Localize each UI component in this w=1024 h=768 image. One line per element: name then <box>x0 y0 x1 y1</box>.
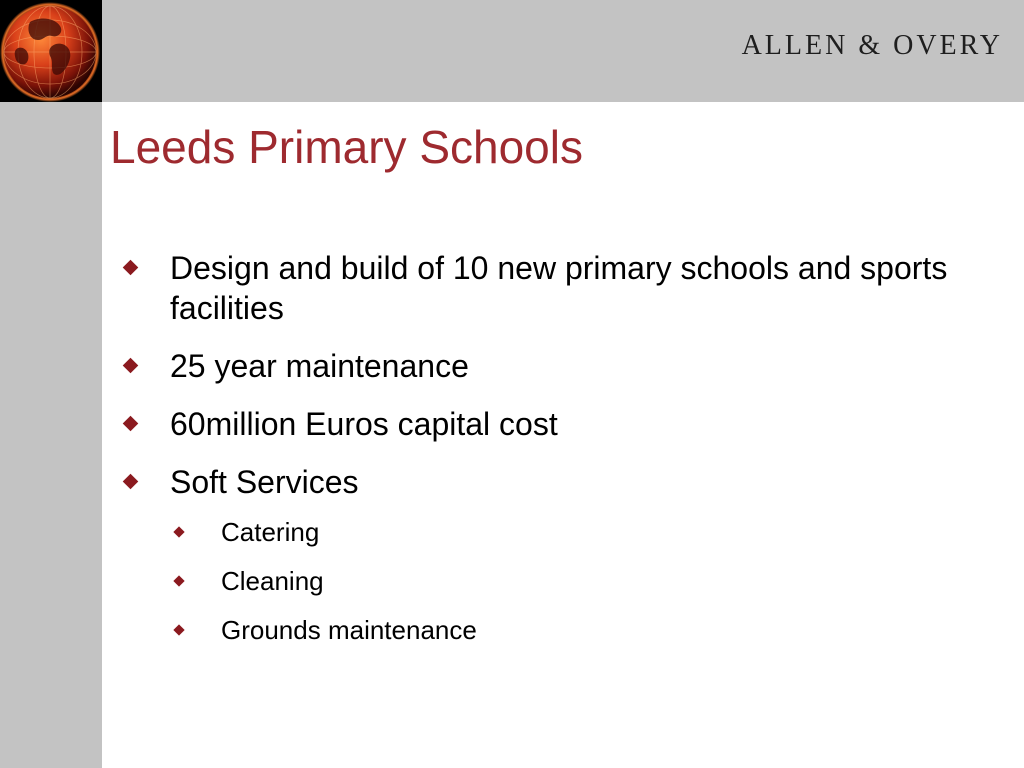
sub-bullet-item <box>120 516 1000 548</box>
sub-bullet-text: Cleaning <box>221 566 324 596</box>
diamond-sub-bullet-icon <box>173 526 184 537</box>
diamond-bullet-icon <box>123 474 139 490</box>
bullet-item <box>120 346 1000 386</box>
diamond-bullet-icon <box>123 416 139 432</box>
diamond-sub-bullet-icon <box>173 624 184 635</box>
bullet-text: Design and build of 10 new primary schools and sports facilities <box>170 250 948 326</box>
bullet-list <box>120 248 1000 520</box>
diamond-sub-bullet-icon <box>173 575 184 586</box>
bullet-item <box>120 462 1000 502</box>
bullet-item <box>120 404 1000 444</box>
sub-bullet-text: Grounds maintenance <box>221 615 477 645</box>
bullet-text: 25 year maintenance <box>170 348 469 384</box>
sub-bullet-text: Catering <box>221 517 320 547</box>
left-sidebar-bar <box>0 102 102 768</box>
globe-icon <box>0 0 102 102</box>
sub-bullet-item <box>120 565 1000 597</box>
bullet-text: Soft Services <box>170 464 359 500</box>
brand-logo-text: ALLEN & OVERY <box>741 30 1003 61</box>
slide-title: Leeds Primary Schools <box>110 121 583 173</box>
bullet-item <box>120 248 1000 328</box>
diamond-bullet-icon <box>123 358 139 374</box>
sub-bullet-item <box>120 614 1000 646</box>
diamond-bullet-icon <box>123 260 139 276</box>
bullet-text: 60million Euros capital cost <box>170 406 558 442</box>
sub-bullet-list <box>120 516 1000 663</box>
